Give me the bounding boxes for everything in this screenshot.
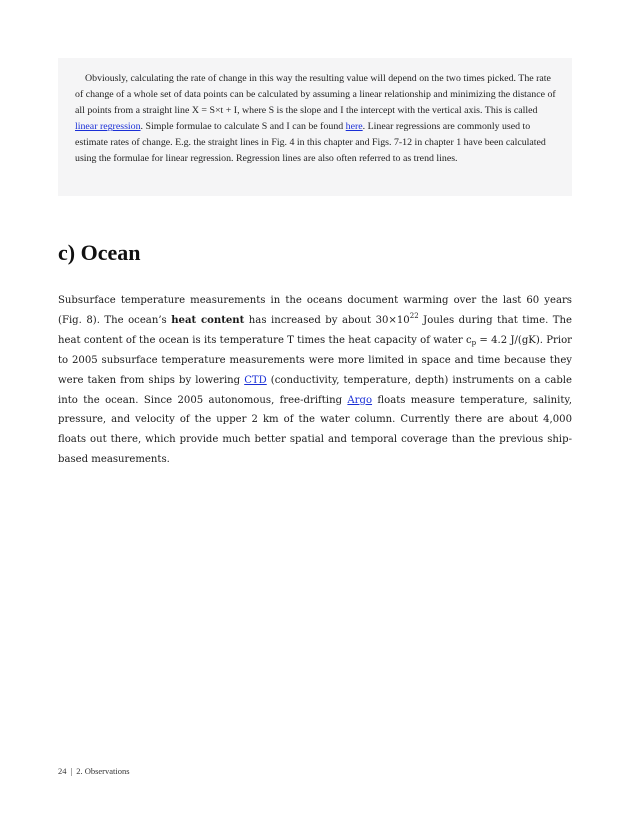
here-link[interactable]: here bbox=[345, 121, 363, 133]
para-text-1: Subsurface temperature measurements in the oceans document warming over the last 60 years (Fig. 8). The ocean’s bbox=[58, 295, 572, 326]
footer-separator: | bbox=[70, 766, 73, 776]
para-text-2: has increased by about 30×10 bbox=[244, 314, 410, 326]
note-text-1: Obviously, calculating the rate of change in this way the resulting value will depend on the two times picked. The rate of change of a whole set of data points can be calculated by assuming a linear relationship and minimizing the distance of all points from a straight line X = S×t + I, where S is the slope and I the intercept with the vertical axis. This is called bbox=[75, 73, 556, 117]
para-text-3: Joules during that time. The heat content of the ocean is its temperature T times the heat capacity of water c bbox=[58, 314, 573, 346]
ocean-paragraph bbox=[58, 291, 572, 470]
para-text-4: = 4.2 J/(gK). Prior to 2005 subsurface temperature measurements were more limited in space and time because they were taken from ships by lowering bbox=[58, 334, 573, 386]
para-text-6: floats measure temperature, salinity, pressure, and velocity of the upper 2 km of the water column. Currently there are about 4,000 floats out there, which provide much better spatial and temporal coverage than the previous ship-based measurements. bbox=[58, 394, 572, 466]
linear-regression-link[interactable]: linear regression bbox=[75, 121, 141, 133]
exponent: 22 bbox=[409, 311, 419, 320]
ctd-link[interactable]: CTD bbox=[244, 374, 267, 386]
para-text-5: (conductivity, temperature, depth) instruments on a cable into the ocean. Since 2005 autonomous, free-drifting bbox=[58, 374, 573, 406]
note-text-3: . Linear regressions are commonly used to estimate rates of change. E.g. the straight lines in Fig. 4 in this chapter and Figs. 7-12 in chapter 1 have been calculated using the formulae for linear regression. Regression lines are also often referred to as trend lines. bbox=[75, 121, 546, 165]
note-text-2: . Simple formulae to calculate S and I can be found bbox=[140, 121, 346, 133]
page-number: 24 bbox=[58, 766, 67, 776]
section-heading: c) Ocean bbox=[58, 240, 141, 265]
heat-content-term: heat content bbox=[171, 314, 245, 326]
subscript-p: p bbox=[471, 338, 477, 347]
note-box bbox=[58, 58, 572, 196]
note-paragraph bbox=[75, 71, 556, 168]
chapter-title: 2. Observations bbox=[76, 766, 130, 776]
argo-link[interactable]: Argo bbox=[347, 394, 373, 406]
page-footer bbox=[58, 766, 130, 777]
